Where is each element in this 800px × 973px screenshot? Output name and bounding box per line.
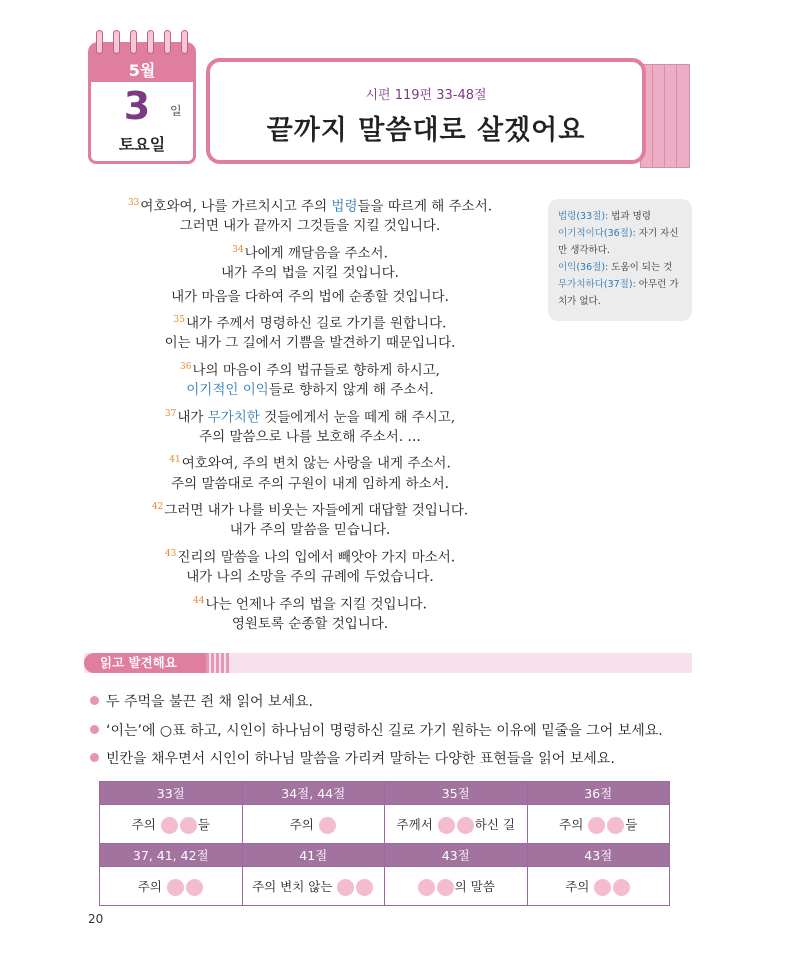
verse-text: 들로 향하지 않게 해 주소서. (268, 382, 434, 399)
cell-text: 주의 변치 않는 (252, 878, 337, 894)
calendar-ring-icon (164, 30, 171, 54)
instruction-text: ‘이는’에 ○표 하고, 시인이 하나님이 명령하신 길로 가기 원하는 이유에 밑줄을 그어 보세요. (106, 722, 663, 739)
glossary-term: 법령(33절): (558, 211, 609, 222)
calendar-ring-icon (113, 30, 120, 54)
glossary-entry (558, 208, 682, 225)
cell-text: 주의 (565, 878, 594, 894)
instruction-text: 빈칸을 채우면서 시인이 하나님 말씀을 가리켜 말하는 다양한 표현들을 읽어 보세요. (106, 751, 615, 767)
glossary-definition: 도움이 되는 것 (608, 262, 673, 273)
fill-in-table (99, 781, 670, 906)
blank-circle[interactable] (457, 817, 474, 834)
verse-text: 그러면 내가 끝까지 그것들을 지킬 것입니다. (179, 218, 441, 235)
glossary-word: 무가치한 (207, 409, 260, 426)
glossary-term: 무가치하다(37절): (558, 279, 636, 290)
glossary-entry (558, 259, 682, 276)
title-card (206, 58, 646, 164)
blank-circle[interactable] (613, 879, 630, 896)
verse-text: 내가 주의 법을 지킬 것입니다. (221, 265, 399, 282)
verse-number: 41 (169, 455, 181, 466)
instruction-item (90, 688, 710, 717)
table-header-cell: 37, 41, 42절 (100, 844, 243, 867)
verse-line (80, 590, 540, 613)
table-cell (242, 867, 385, 906)
instruction-item (90, 745, 710, 774)
table-header-cell: 36절 (527, 782, 670, 805)
verse-line (80, 192, 540, 215)
blank-circle[interactable] (319, 817, 336, 834)
cell-text: 주의 (289, 816, 318, 832)
blank-circle[interactable] (607, 817, 624, 834)
verse-text: 내가 마음을 다하여 주의 법에 순종할 것입니다. (171, 288, 449, 305)
verse-line (80, 262, 540, 285)
glossary-term: 이익(36절): (558, 262, 609, 273)
glossary-box (548, 199, 692, 321)
blank-circle[interactable] (186, 879, 203, 896)
blank-circle[interactable] (437, 879, 454, 896)
verse-number: 42 (151, 502, 164, 513)
verse-text: 내가 주의 말씀을 믿습니다. (229, 522, 391, 539)
glossary-word: 이기적인 이익 (186, 382, 269, 399)
table-header-cell: 43절 (527, 844, 670, 867)
verse-number: 33 (127, 198, 140, 208)
verse-number: 34 (232, 244, 244, 255)
table-header-row (100, 844, 670, 867)
verse-line (80, 239, 540, 262)
calendar-day-suffix: 일 (170, 104, 182, 118)
table-row (100, 867, 670, 906)
table-cell (527, 805, 670, 844)
page-title: 끝까지 말씀대로 살겠어요 (266, 115, 586, 146)
verse-text: 나의 마음이 주의 법규들로 향하게 하시고, (192, 362, 440, 379)
verse-number: 44 (193, 595, 205, 606)
section-label: 읽고 발견해요 (84, 653, 206, 673)
bullet-dot-icon (90, 753, 99, 762)
table-header-row (100, 782, 670, 805)
verse-text: 내가 (177, 409, 208, 426)
table-header-cell: 43절 (385, 844, 528, 867)
blank-circle[interactable] (161, 817, 178, 834)
verse-line (80, 496, 540, 519)
verse-line (80, 543, 540, 566)
calendar-rings (96, 30, 188, 54)
blank-circle[interactable] (588, 817, 605, 834)
table-row (100, 805, 670, 844)
table-header-cell: 33절 (100, 782, 243, 805)
scripture-passage (80, 192, 540, 636)
verse-number: 43 (164, 548, 177, 559)
verse-line (80, 356, 540, 379)
table-header-cell: 34절, 44절 (242, 782, 385, 805)
calendar-ring-icon (181, 30, 188, 54)
glossary-definition: 자기 자신만 생각하다. (558, 228, 679, 256)
verse-text: 여호와여, 주의 변치 않는 사랑을 내게 주소서. (181, 455, 451, 472)
verse-line (80, 309, 540, 332)
verse-text: 진리의 말씀을 나의 입에서 빼앗아 가지 마소서. (177, 549, 456, 566)
cell-text: 의 말씀 (454, 878, 495, 894)
cell-text: 하신 길 (474, 816, 515, 832)
table-cell (100, 805, 243, 844)
calendar-body (88, 82, 196, 164)
table-header-cell: 41절 (242, 844, 385, 867)
verse-text: 내가 주께서 명령하신 길로 가기를 원합니다. (185, 315, 447, 332)
verse-text: 주의 말씀으로 나를 보호해 주소서. … (199, 428, 421, 445)
verse-line (80, 403, 540, 426)
calendar-ring-icon (96, 30, 103, 54)
table-cell (527, 867, 670, 906)
scripture-reference: 시편 119편 33-48절 (365, 88, 487, 103)
verse-text: 주의 말씀대로 주의 구원이 내게 임하게 하소서. (171, 475, 449, 492)
verse-text: 들을 따르게 해 주소서. (357, 198, 493, 215)
blank-circle[interactable] (337, 879, 354, 896)
cell-text: 주의 (131, 816, 160, 832)
glossary-entry (558, 276, 682, 310)
blank-circle[interactable] (438, 817, 455, 834)
cell-text: 주의 (137, 878, 166, 894)
verse-text: 영원토록 순종할 것입니다. (231, 616, 389, 633)
glossary-word: 법령 (331, 198, 358, 215)
bullet-dot-icon (90, 725, 99, 734)
verse-line (80, 286, 540, 309)
verse-line (80, 379, 540, 402)
verse-text: 나에게 깨달음을 주소서. (244, 245, 388, 262)
verse-line (80, 613, 540, 636)
cell-text: 주의 (559, 816, 588, 832)
calendar-weekday: 토요일 (118, 135, 166, 154)
verse-line (80, 332, 540, 355)
glossary-definition: 아무런 가치가 없다. (558, 279, 679, 307)
verse-line (80, 519, 540, 542)
blank-circle[interactable] (180, 817, 197, 834)
page-number: 20 (88, 912, 104, 926)
blank-circle[interactable] (594, 879, 611, 896)
verse-line (80, 473, 540, 496)
glossary-term: 이기적이다(36절): (558, 228, 636, 239)
table-header-cell: 35절 (385, 782, 528, 805)
title-card-stack (640, 64, 692, 168)
calendar-ring-icon (130, 30, 137, 54)
verse-line (80, 426, 540, 449)
verse-text: 내가 나의 소망을 주의 규례에 두었습니다. (186, 569, 434, 586)
verse-line (80, 566, 540, 589)
verse-number: 37 (164, 408, 177, 419)
instruction-text: 두 주먹을 불끈 쥔 채 읽어 보세요. (106, 694, 313, 710)
bullet-dot-icon (90, 696, 99, 705)
cell-text: 들 (197, 816, 210, 832)
blank-circle[interactable] (418, 879, 435, 896)
verse-line (80, 215, 540, 238)
table-cell (385, 867, 528, 906)
verse-text: 여호와여, 나를 가르치시고 주의 (140, 198, 332, 215)
cell-text: 들 (625, 816, 638, 832)
verse-text: 나는 언제나 주의 법을 지킬 것입니다. (205, 596, 427, 613)
calendar-day: 3 (123, 84, 151, 128)
verse-text: 것들에게서 눈을 떼게 해 주시고, (259, 409, 456, 426)
verse-line (80, 449, 540, 472)
verse-number: 36 (180, 361, 192, 372)
verse-text: 이는 내가 그 길에서 기쁨을 발견하기 때문입니다. (164, 335, 456, 352)
instruction-list (90, 688, 710, 774)
table-cell (242, 805, 385, 844)
blank-circle[interactable] (167, 879, 184, 896)
table-cell (100, 867, 243, 906)
calendar-ring-icon (147, 30, 154, 54)
glossary-entry (558, 225, 682, 259)
glossary-definition: 법과 명령 (608, 211, 651, 222)
date-calendar (88, 30, 196, 164)
verse-number: 35 (173, 314, 185, 325)
table-cell (385, 805, 528, 844)
section-stripes (206, 653, 232, 673)
calendar-month: 5월 (128, 61, 156, 80)
verse-text: 그러면 내가 나를 비웃는 자들에게 대답할 것입니다. (164, 502, 469, 519)
blank-circle[interactable] (356, 879, 373, 896)
cell-text: 주께서 (396, 816, 437, 832)
instruction-item (90, 717, 710, 746)
